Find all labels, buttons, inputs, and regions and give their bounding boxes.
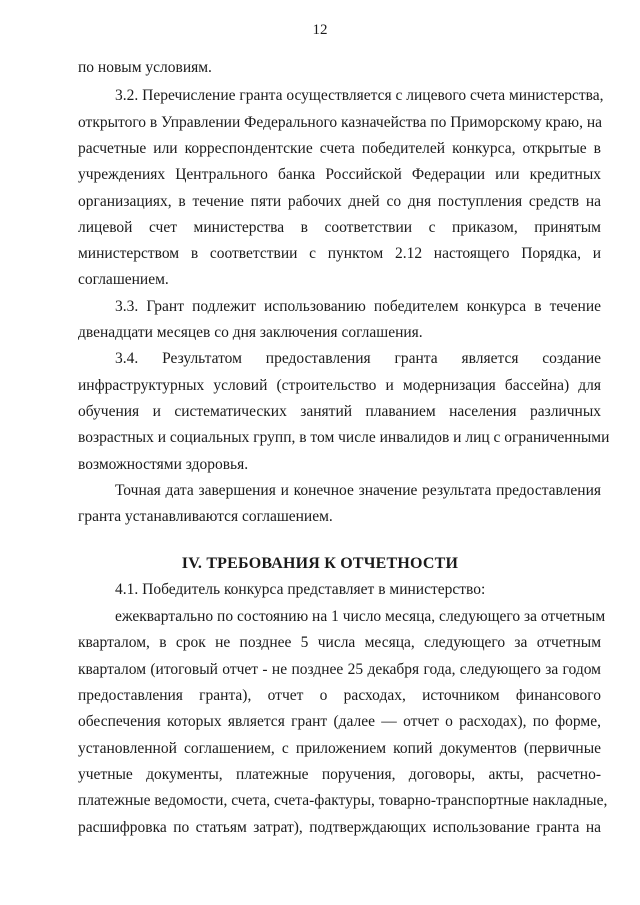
- text-line: лицевой счет министерства в соответствии с приказом, принятым: [78, 219, 601, 236]
- text-line: учреждениях Центрального банка Российской Федерации или кредитных: [78, 166, 601, 183]
- text-line: министерством в соответствии с пунктом 2.12 настоящего Порядка, и: [78, 245, 601, 262]
- page-number: 12: [312, 22, 328, 38]
- text-line: возрастных и социальных групп, в том числе инвалидов и лиц с ограниченными: [78, 429, 610, 446]
- text-line: расчетные или корреспондентские счета победителей конкурса, открытые в: [78, 140, 601, 157]
- text-line: расшифровка по статьям затрат), подтверждающих использование гранта на: [78, 819, 601, 836]
- text-line: Точная дата завершения и конечное значение результата предоставления: [115, 482, 601, 499]
- text-line: 4.1. Победитель конкурса представляет в министерство:: [115, 581, 486, 598]
- text-line: обеспечения которых является грант (далее — отчет о расходах), по форме,: [78, 713, 601, 730]
- text-line: обучения и систематических занятий плаванием населения различных: [78, 403, 601, 420]
- text-line: ежеквартально по состоянию на 1 число месяца, следующего за отчетным: [115, 608, 606, 625]
- text-line: гранта устанавливаются соглашением.: [78, 508, 333, 525]
- text-line: кварталом (итоговый отчет - не позднее 25 декабря года, следующего за годом: [78, 661, 601, 678]
- text-line: 3.3. Грант подлежит использованию победителем конкурса в течение: [115, 298, 601, 315]
- text-line: 3.4. Результатом предоставления гранта является создание: [115, 350, 601, 367]
- text-line: 3.2. Перечисление гранта осуществляется с лицевого счета министерства,: [115, 87, 604, 104]
- text-line: соглашением.: [78, 271, 169, 288]
- text-line: кварталом, в срок не позднее 5 числа месяца, следующего за отчетным: [78, 634, 601, 651]
- text-line: возможностями здоровья.: [78, 456, 249, 473]
- text-line: двенадцати месяцев со дня заключения соглашения.: [78, 324, 423, 341]
- text-line: установленной соглашением, с приложением копий документов (первичные: [78, 740, 601, 757]
- text-line: учетные документы, платежные поручения, договоры, акты, расчетно-: [78, 766, 601, 783]
- section-heading: IV. ТРЕБОВАНИЯ К ОТЧЕТНОСТИ: [181, 555, 459, 572]
- text-line: предоставления гранта), отчет о расходах, источником финансового: [78, 687, 601, 704]
- text-line: платежные ведомости, счета, счета-фактуры, товарно-транспортные накладные,: [78, 792, 608, 809]
- text-line: организациях, в течение пяти рабочих дней со дня поступления средств на: [78, 193, 601, 210]
- text-line: открытого в Управлении Федерального казначейства по Приморскому краю, на: [78, 114, 603, 131]
- text-line: по новым условиям.: [78, 59, 212, 76]
- text-line: инфраструктурных условий (строительство и модернизация бассейна) для: [78, 377, 601, 394]
